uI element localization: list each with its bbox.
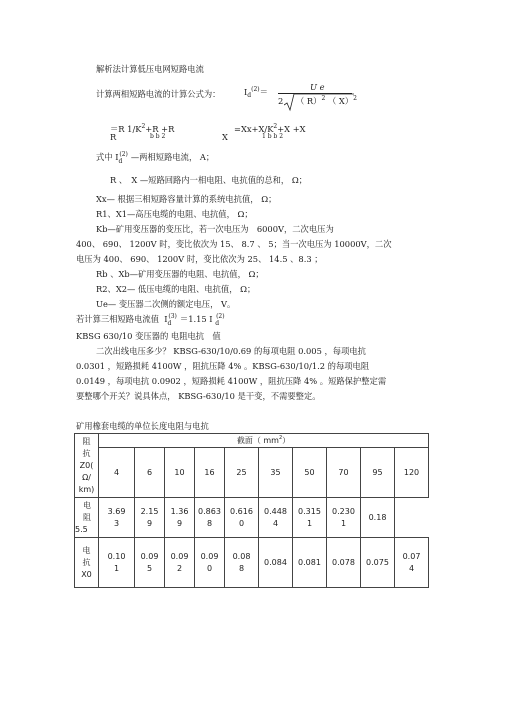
reactance-cell: 0.09 5 — [135, 538, 165, 588]
note-line-8: Rb 、Xb—矿用变压器的电阻、电抗值， Ω； — [96, 269, 264, 279]
note-line-9: R2、X2— 低压电缆的电阻、电抗值， Ω； — [96, 284, 256, 294]
reactance-cell: 0.081 — [293, 538, 327, 588]
cable-table — [74, 433, 429, 588]
size-cell: 16 — [195, 448, 225, 498]
formula-lhs: $I_d^{(2)}=$ — [244, 86, 268, 99]
size-cell: 10 — [165, 448, 195, 498]
resistance-cell: 0.18 — [361, 498, 395, 538]
formula-den-x: （ X）$^2$ — [328, 95, 357, 106]
resistance-row — [75, 498, 429, 538]
reactance-cell: 0.10 1 — [99, 538, 135, 588]
size-cell: 25 — [225, 448, 259, 498]
formula-den-r: （ R）$^2$ — [296, 95, 326, 106]
size-cell: 50 — [293, 448, 327, 498]
resistance-cell: 0.315 1 — [293, 498, 327, 538]
example-line-4: 要整哪个开关？说具体点， KBSG-630/10 是干变，不需要整定。 — [76, 391, 321, 401]
formula-r-subscripts: b b 2 — [150, 133, 166, 140]
note-line-10: Ue— 变压器二次侧的额定电压， V。 — [96, 299, 236, 309]
reactance-cell: 0.08 8 — [225, 538, 259, 588]
size-cell: 70 — [327, 448, 361, 498]
reactance-cell: 0.09 0 — [195, 538, 225, 588]
formula-x: $=Xx+X/K^2+X +X$ — [234, 123, 306, 134]
formula-x-subscripts: 1 b b 2 — [262, 133, 284, 140]
resistance-cell: 0.230 1 — [327, 498, 361, 538]
reactance-cell: 0.078 — [327, 538, 361, 588]
header-label-cell: 阻 抗 Z0( Ω/ km) — [75, 434, 99, 498]
reactance-cell: 0.084 — [259, 538, 293, 588]
formula-den-two: 2 — [278, 96, 284, 106]
reactance-cell: 0.075 — [361, 538, 395, 588]
resistance-label-cell: 电 阻 5.5 — [75, 498, 99, 538]
formula-two-phase — [244, 82, 357, 114]
reactance-row — [75, 538, 429, 588]
resistance-cell: 1.36 9 — [165, 498, 195, 538]
formula-numerator: U e — [310, 82, 325, 92]
note-line-3: Xx— 根据三相短路容量计算的系统电抗值， Ω； — [96, 194, 277, 204]
formula-x-symbol: X — [222, 132, 228, 142]
three-phase-formula: 若计算三相短路电流值 $I_d^{(3)} =1.15$ I $_d^{(2)}$ — [76, 313, 225, 327]
formula-r-symbol: R — [110, 132, 117, 142]
size-cell: 6 — [135, 448, 165, 498]
example-heading: KBSG 630/10 变压器的 电阻电抗 值 — [76, 331, 221, 341]
resistance-cell: 0.448 4 — [259, 498, 293, 538]
note-line-7: 电压为 400、 690、 1200V 时，变比依次为 25、 14.5 、8.3 ； — [76, 254, 323, 264]
note-line-1: 式中 $I_d^{(2)}$ —两相短路电流， A； — [96, 151, 215, 165]
resistance-cell: 0.616 0 — [225, 498, 259, 538]
size-cell: 35 — [259, 448, 293, 498]
example-line-1: 二次出线电压多少？ KBSG-630/10/0.69 的每项电阻 0.005 ，每项电抗 — [96, 346, 366, 356]
example-line-2: 0.0301 ，短路损耗 4100W ，阻抗压降 4% 。KBSG-630/10/1.2 的每项电阻 — [76, 361, 370, 371]
formula-r: ＝R $1/K^2+R +R$ — [110, 123, 175, 134]
resistance-cell: 0.863 8 — [195, 498, 225, 538]
resistance-cell: 2.15 9 — [135, 498, 165, 538]
page-title: 解析法计算低压电网短路电流 — [96, 64, 204, 74]
reactance-cell: 0.09 2 — [165, 538, 195, 588]
note-line-4: R1、X1—高压电缆的电阻、电抗值， Ω； — [96, 209, 253, 219]
note-line-2: R 、 X —短路回路内一相电阻、电抗值的总和， Ω； — [110, 175, 308, 185]
size-cell: 95 — [361, 448, 395, 498]
sizes-row — [75, 448, 429, 498]
size-cell: 120 — [395, 448, 429, 498]
reactance-label-cell: 电 抗 X0 — [75, 538, 99, 588]
section-header-cell: 截面（ $mm^2$） — [99, 434, 429, 448]
formula-intro: 计算两相短路电流的计算公式为： — [96, 89, 221, 99]
reactance-cell: 0.07 4 — [395, 538, 429, 588]
note-line-5: Kb—矿用变压器的变压比，若一次电压为 6000V，二次电压为 — [96, 224, 334, 234]
size-cell: 4 — [99, 448, 135, 498]
example-line-3: 0.0149 ，每项电抗 0.0902 ，短路损耗 4100W ，阻抗压降 4% 。短路保护整定需 — [76, 376, 387, 386]
table-caption: 矿用橡套电缆的单位长度电阻与电抗 — [76, 421, 209, 431]
note-line-6: 400、 690、 1200V 时，变比依次为 15、 8.7 、 5；当一次电压为 10000V，二次 — [76, 239, 392, 249]
resistance-cell: 3.69 3 — [99, 498, 135, 538]
